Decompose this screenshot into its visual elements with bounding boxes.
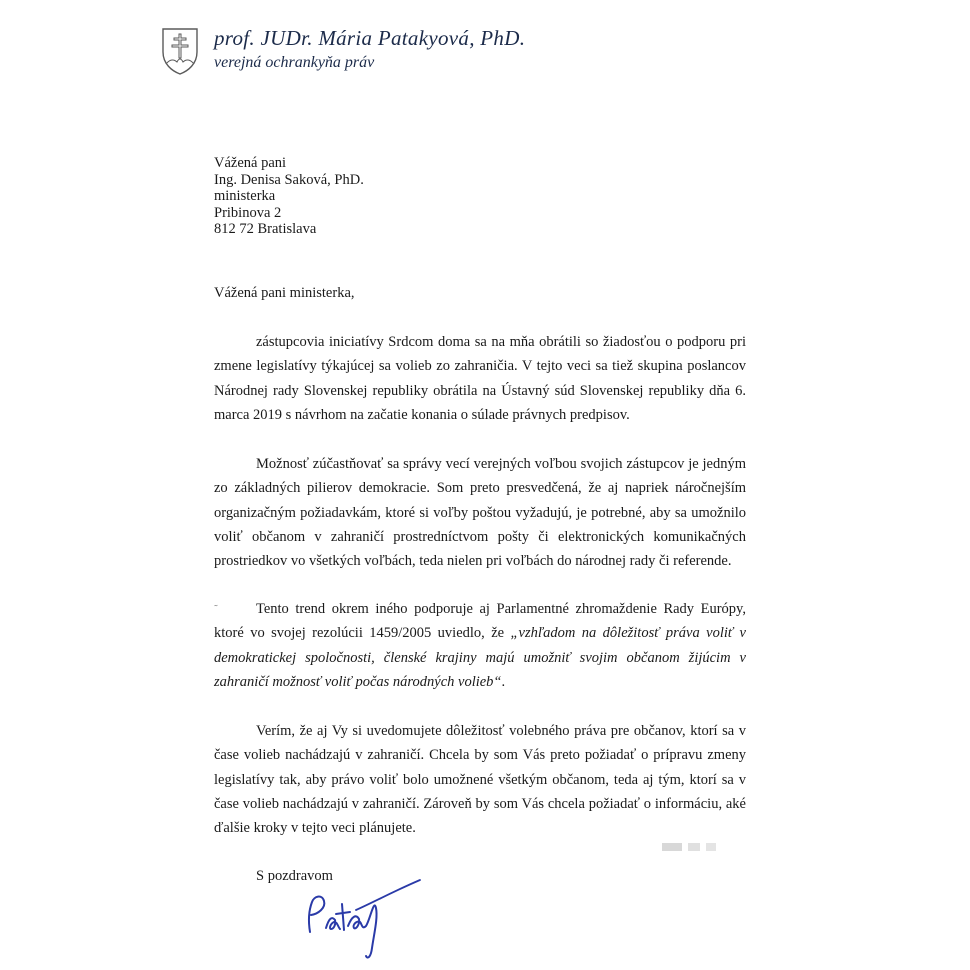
paragraph-2 [214, 452, 746, 573]
address-line: 812 72 Bratislava [214, 221, 317, 237]
closing: S pozdravom [256, 868, 333, 884]
paragraph-1-text: zástupcovia iniciatívy Srdcom doma sa na mňa obrátili so žiadosťou o podporu pri zmene legislatívy týkajúcej sa volieb zo zahraničia. V tejto veci sa tiež skupina poslancov Národnej rady Slovenskej republiky obrátila na Ústavný súd Slovenskej republiky dňa 6. marca 2019 s návrhom na začatie konania o súlade právnych predpisov. [214, 334, 746, 423]
letterhead [160, 24, 660, 80]
slovak-coat-of-arms-icon [160, 26, 200, 76]
paragraph-3-lead: Tento trend okrem iného podporuje aj Parlamentné zhromaždenie Rady Európy, ktoré vo svojej rezolúcii 1459/2005 uviedlo, že [214, 601, 746, 642]
recipient-address [214, 155, 364, 238]
sender-title: verejná ochrankyňa práv [214, 54, 375, 71]
paragraph-3-end: . [501, 673, 506, 690]
paragraph-3 [214, 597, 746, 694]
address-line: Pribinova 2 [214, 204, 282, 221]
address-line: Ing. Denisa Saková, PhD. [214, 171, 364, 188]
handwritten-signature [296, 874, 426, 966]
sender-name: prof. JUDr. Mária Patakyová, PhD. [214, 26, 526, 50]
address-line: ministerka [214, 188, 276, 204]
margin-tick-mark: ˜ [214, 603, 218, 615]
paragraph-1 [214, 330, 746, 427]
paragraph-4 [214, 719, 746, 840]
paragraph-3-quote: „vzhľadom na dôležitosť práva voliť v demokratickej spoločnosti, členské krajiny majú umožniť svojim občanom žijúcim v zahraničí možnosť voliť počas národných volieb“ [214, 625, 746, 690]
paragraph-2-text: Možnosť zúčastňovať sa správy vecí verejných voľbou svojich zástupcov je jedným zo základných pilierov demokracie. Som preto presvedčená, že aj napriek náročnejším organizačným požiadavkám, ktoré si voľby poštou vyžadujú, je potrebné, aby sa umožnilo voliť občanom v zahraničí prostredníctvom pošty či elektronických komunikačných prostriedkov vo všetkých voľbách, teda nielen pri voľbách do národnej rady či referende. [214, 456, 746, 570]
paragraph-4-text: Verím, že aj Vy si uvedomujete dôležitosť volebného práva pre občanov, ktorí sa v čase volieb nachádzajú v zahraničí. Chcela by som Vás preto požiadať o prípravu zmeny legislatívy tak, aby právo voliť bolo umožnené všetkým občanom, teda aj tým, ktorí sa v čase volieb nachádzajú v zahraničí. Zároveň by som Vás chcela požiadať o informáciu, aké ďalšie kroky v tejto veci plánujete. [214, 723, 746, 837]
salutation: Vážená pani ministerka, [214, 285, 355, 301]
faint-registry-stamp [660, 840, 722, 854]
address-line: Vážená pani [214, 155, 287, 171]
